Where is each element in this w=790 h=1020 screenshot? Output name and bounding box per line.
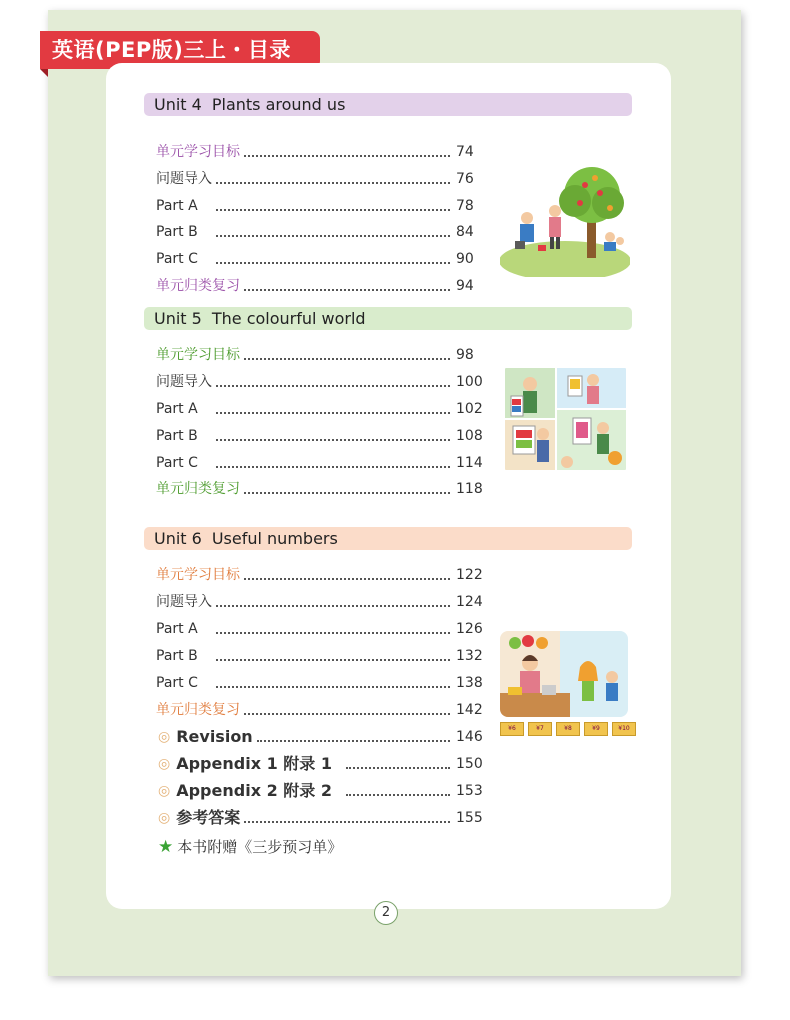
unit-5-header[interactable]	[144, 307, 632, 330]
toc-entry-appendix-1[interactable]	[158, 753, 486, 775]
toc-entry[interactable]	[156, 425, 486, 447]
entry-label: 单元学习目标	[156, 347, 240, 363]
leader-dots	[346, 753, 450, 769]
leader-dots	[257, 726, 450, 742]
toc-entry[interactable]	[156, 591, 486, 613]
painting-illustration	[503, 366, 628, 472]
toc-entry[interactable]	[156, 168, 486, 190]
entry-label: 参考答案	[176, 808, 241, 827]
toc-entry[interactable]	[156, 248, 486, 270]
entry-label: Part B	[156, 428, 198, 444]
toc-entry[interactable]	[156, 221, 486, 243]
leader-dots	[244, 807, 450, 823]
leader-dots	[244, 564, 450, 580]
leader-dots	[216, 371, 450, 387]
money-note: ¥7	[528, 722, 552, 736]
toc-entry[interactable]	[156, 672, 486, 694]
entry-page: 102	[456, 401, 483, 417]
entry-page: 132	[456, 648, 483, 664]
toc-entry[interactable]	[156, 564, 486, 586]
leader-dots	[216, 591, 450, 607]
entry-label: 单元归类复习	[156, 481, 240, 497]
entry-page: 78	[456, 198, 474, 214]
entry-page: 122	[456, 567, 483, 583]
unit-name: The colourful world	[211, 309, 366, 328]
toc-entry[interactable]	[156, 344, 486, 366]
entry-page: 124	[456, 594, 483, 610]
entry-label: 问题导入	[156, 171, 212, 187]
toc-entry[interactable]	[156, 371, 486, 393]
entry-page: 155	[456, 810, 483, 826]
unit-4-header[interactable]	[144, 93, 632, 116]
unit-name: Useful numbers	[211, 529, 338, 548]
entry-label: Part C	[156, 251, 198, 267]
toc-entry-answers[interactable]	[158, 807, 486, 829]
leader-dots	[216, 168, 450, 184]
leader-dots	[244, 141, 450, 157]
entry-page: 74	[456, 144, 474, 160]
entry-label: Part A	[156, 621, 198, 637]
tree-illustration	[500, 163, 630, 277]
leader-dots	[216, 672, 450, 688]
unit-name: Plants around us	[211, 95, 346, 114]
toc-entry-revision[interactable]	[158, 726, 486, 748]
toc-entry[interactable]	[156, 141, 486, 163]
money-note: ¥8	[556, 722, 580, 736]
entry-label: Part B	[156, 224, 198, 240]
unit-number: Unit 4	[154, 95, 202, 114]
entry-label: 单元学习目标	[156, 567, 240, 583]
entry-page: 90	[456, 251, 474, 267]
toc-entry[interactable]	[156, 398, 486, 420]
shop-illustration	[500, 631, 628, 717]
leader-dots	[216, 425, 450, 441]
unit-6-header[interactable]	[144, 527, 632, 550]
toc-entry-appendix-2[interactable]	[158, 780, 486, 802]
toc-entry[interactable]	[156, 452, 486, 474]
leader-dots	[216, 248, 450, 264]
star-icon: ★	[158, 837, 174, 857]
entry-label: Appendix 1 附录 1	[176, 754, 332, 773]
gift-note	[158, 836, 342, 857]
leader-dots	[216, 618, 450, 634]
leader-dots	[244, 699, 450, 715]
money-note: ¥6	[500, 722, 524, 736]
unit-number: Unit 5	[154, 309, 202, 328]
circle-bullet-icon: ◎	[158, 783, 171, 799]
leader-dots	[216, 195, 450, 211]
money-strip	[500, 722, 636, 736]
toc-entry[interactable]	[156, 645, 486, 667]
entry-label: 单元学习目标	[156, 144, 240, 160]
leader-dots	[244, 478, 450, 494]
entry-label: Part A	[156, 198, 198, 214]
toc-entry[interactable]	[156, 699, 486, 721]
leader-dots	[346, 780, 450, 796]
gift-text: 本书附赠《三步预习单》	[177, 838, 343, 856]
entry-page: 146	[456, 729, 483, 745]
circle-bullet-icon: ◎	[158, 756, 171, 772]
entry-label: 单元归类复习	[156, 702, 240, 718]
entry-label: Part C	[156, 455, 198, 471]
entry-label: Appendix 2 附录 2	[176, 781, 332, 800]
circle-bullet-icon: ◎	[158, 729, 171, 745]
toc-entry[interactable]	[156, 195, 486, 217]
entry-label: Revision	[176, 727, 253, 746]
entry-page: 153	[456, 783, 483, 799]
entry-page: 100	[456, 374, 483, 390]
entry-page: 108	[456, 428, 483, 444]
entry-label: Part C	[156, 675, 198, 691]
leader-dots	[216, 398, 450, 414]
page-title: 英语(PEP版)三上・目录	[40, 31, 320, 69]
entry-page: 142	[456, 702, 483, 718]
toc-entry[interactable]	[156, 478, 486, 500]
entry-label: 单元归类复习	[156, 278, 240, 294]
leader-dots	[216, 452, 450, 468]
money-note: ¥10	[612, 722, 636, 736]
entry-label: Part A	[156, 401, 198, 417]
entry-page: 138	[456, 675, 483, 691]
entry-page: 114	[456, 455, 483, 471]
entry-label: 问题导入	[156, 594, 212, 610]
entry-page: 94	[456, 278, 474, 294]
page-number: 2	[374, 901, 398, 925]
circle-bullet-icon: ◎	[158, 810, 171, 826]
toc-entry[interactable]	[156, 618, 486, 640]
money-note: ¥9	[584, 722, 608, 736]
entry-page: 98	[456, 347, 474, 363]
unit-number: Unit 6	[154, 529, 202, 548]
toc-entry[interactable]	[156, 275, 486, 297]
entry-page: 126	[456, 621, 483, 637]
leader-dots	[216, 645, 450, 661]
entry-page: 76	[456, 171, 474, 187]
leader-dots	[244, 344, 450, 360]
leader-dots	[244, 275, 450, 291]
entry-page: 150	[456, 756, 483, 772]
leader-dots	[216, 221, 450, 237]
entry-page: 118	[456, 481, 483, 497]
entry-label: 问题导入	[156, 374, 212, 390]
entry-label: Part B	[156, 648, 198, 664]
entry-page: 84	[456, 224, 474, 240]
